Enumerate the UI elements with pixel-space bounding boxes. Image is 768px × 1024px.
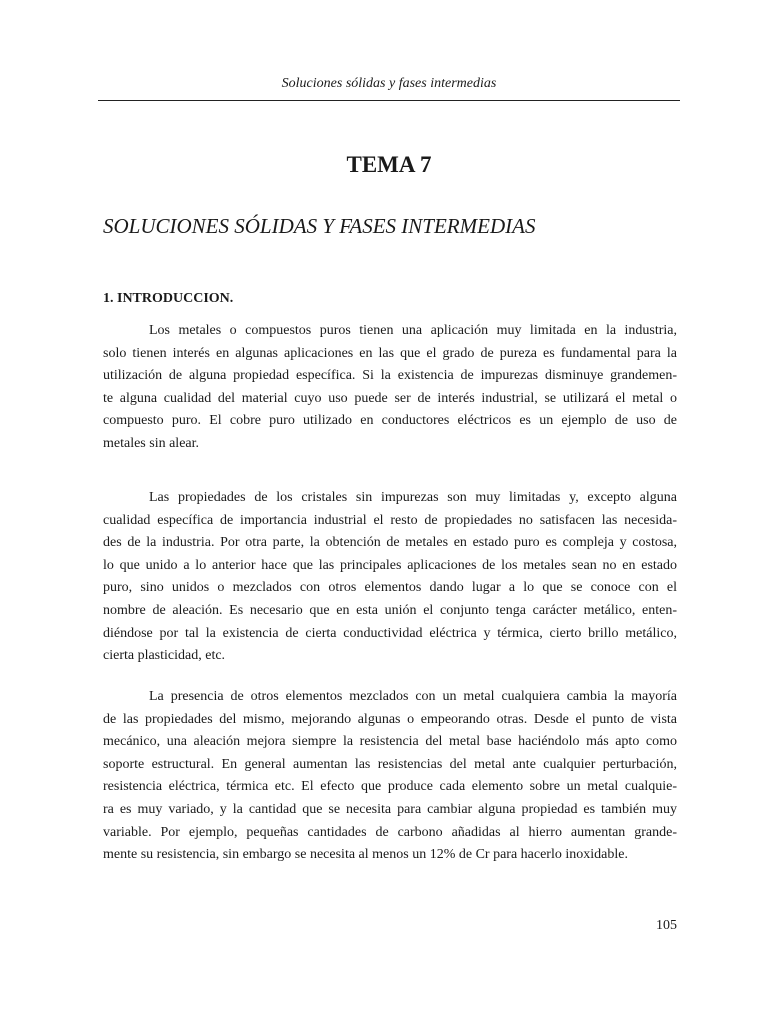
- paragraph-line: de las propiedades del mismo, mejorando algunas o empeorando otras. Desde el punto de vista: [103, 711, 677, 727]
- paragraph-1: [103, 320, 677, 456]
- paragraph-line: Los metales o compuestos puros tienen una aplicación muy limitada en la industria,: [149, 323, 677, 338]
- paragraph-line: diéndose por tal la existencia de cierta conductividad eléctrica y térmica, cierto brillo metálico,: [103, 625, 677, 641]
- page-number: 105: [656, 918, 677, 933]
- paragraph-line: cierta plasticidad, etc.: [103, 648, 226, 664]
- paragraph-line: ra es muy variado, y la cantidad que se necesita para cambiar alguna propiedad es también muy: [103, 801, 677, 817]
- chapter-title: SOLUCIONES SÓLIDAS Y FASES INTERMEDIAS: [103, 214, 536, 238]
- paragraph-line: soporte estructural. En general aumentan las resistencias del metal ante cualquier perturbación,: [103, 756, 677, 772]
- paragraph-3: [103, 686, 677, 867]
- paragraph-line: lo que unido a lo anterior hace que las principales aplicaciones de los metales sean no en estado: [103, 557, 677, 573]
- paragraph-line: mecánico, una aleación mejora siempre la resistencia del metal base haciéndolo más apto como: [103, 734, 677, 750]
- section-heading: 1. INTRODUCCION.: [103, 291, 234, 306]
- paragraph-line: Las propiedades de los cristales sin impurezas son muy limitadas y, excepto alguna: [149, 490, 677, 505]
- chapter-number: TEMA 7: [346, 152, 432, 177]
- running-header: Soluciones sólidas y fases intermedias: [281, 76, 497, 91]
- paragraph-line: puro, sino unidos o mezclados con otros elementos dando lugar a lo que se conoce con el: [103, 580, 677, 596]
- paragraph-line: solo tienen interés en algunas aplicaciones en las que el grado de pureza es fundamental para la: [103, 345, 677, 361]
- paragraph-line: mente su resistencia, sin embargo se necesita al menos un 12% de Cr para hacerlo inoxidable.: [103, 847, 628, 863]
- paragraph-line: utilización de alguna propiedad específica. Si la existencia de impurezas disminuye grandemen-: [103, 368, 677, 384]
- paragraph-line: resistencia eléctrica, térmica etc. El efecto que produce cada elemento sobre un metal cualquie-: [103, 779, 677, 795]
- paragraph-line: variable. Por ejemplo, pequeñas cantidades de carbono añadidas al hierro aumentan grande-: [103, 824, 677, 840]
- paragraph-line: La presencia de otros elementos mezclados con un metal cualquiera cambia la mayoría: [149, 689, 677, 704]
- paragraph-2: [103, 487, 677, 668]
- paragraph-line: metales sin alear.: [103, 435, 200, 451]
- paragraph-line: te alguna cualidad del material cuyo uso puede ser de interés industrial, se utilizará el metal o: [103, 390, 677, 406]
- paragraph-line: des de la industria. Por otra parte, la obtención de metales en estado puro es compleja y costosa,: [103, 535, 677, 551]
- paragraph-line: nombre de aleación. Es necesario que en esta unión el conjunto tenga carácter metálico, enten-: [103, 602, 677, 618]
- header-rule: [98, 100, 680, 101]
- paragraph-line: cualidad específica de importancia industrial el resto de propiedades no satisfacen las necesida-: [103, 512, 677, 528]
- paragraph-line: compuesto puro. El cobre puro utilizado en conductores eléctricos es un ejemplo de uso de: [103, 413, 677, 429]
